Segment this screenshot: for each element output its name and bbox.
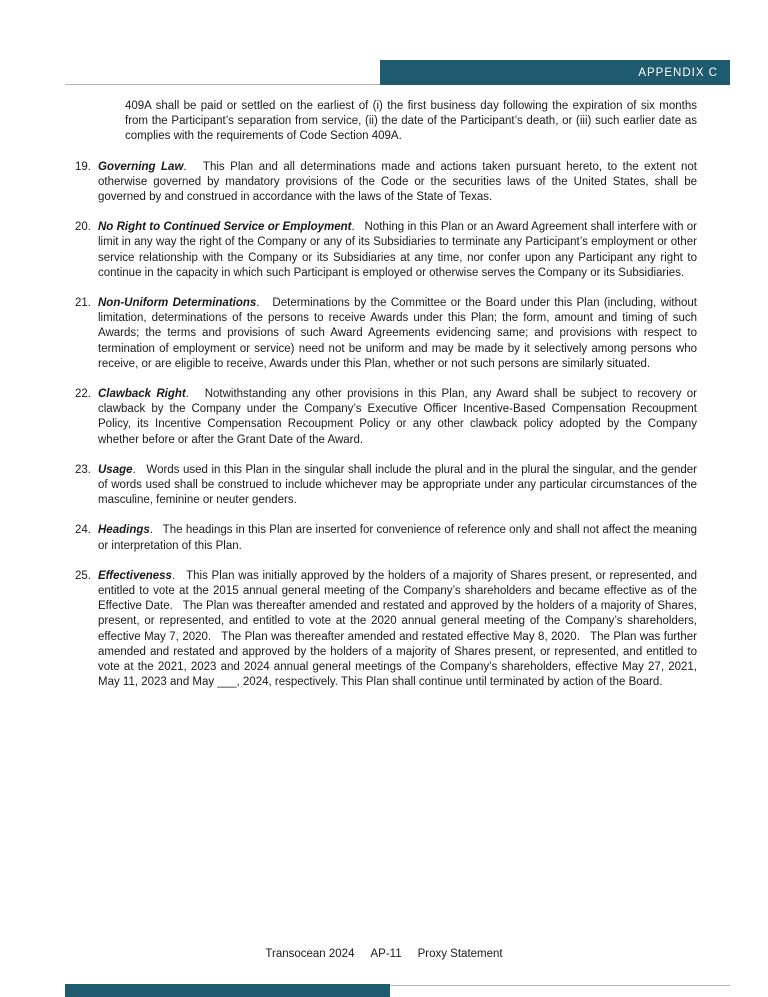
list-item [75, 160, 697, 206]
item-title: Governing Law [98, 160, 184, 173]
list-item [75, 463, 697, 509]
item-title: Effectiveness [98, 569, 172, 582]
item-number: 19. [75, 160, 91, 173]
item-body: . This Plan and all determinations made and actions taken pursuant hereto, to the extent not otherwise governed by mandatory provisions of the Code or the securities laws of the United States, shall be governed by and construed in accordance with the laws of the State of Texas. [98, 160, 697, 204]
appendix-banner [380, 60, 730, 85]
page-footer [0, 948, 768, 960]
item-body: . Nothing in this Plan or an Award Agreement shall interfere with or limit in any way the right of the Company or any of its Subsidiaries to terminate any Participant’s employment or other service relationship with the Company or its Subsidiaries at any time, nor confer upon any Participant any right to continue in the capacity in which such Participant is employed or otherwise serves the Company or its Subsidiaries. [98, 221, 697, 279]
header-rule [65, 84, 380, 85]
appendix-banner-label: APPENDIX C [638, 66, 718, 79]
item-number: 22. [75, 388, 91, 401]
item-text [98, 569, 697, 691]
paragraph-continuation: 409A shall be paid or settled on the earliest of (i) the first business day following the expiration of six months from the Participant’s separation from service, (ii) the date of the Participant’s death, or (iii) such earlier date as complies with the requirements of Code Section 409A. [125, 100, 697, 143]
item-body: . Words used in this Plan in the singular shall include the plural and in the plural the singular, and the gender of words used shall be construed to include whichever may be appropriate under any particular circumstances of the masculine, feminine or neuter genders. [98, 463, 697, 507]
item-body: . Notwithstanding any other provisions in this Plan, any Award shall be subject to recovery or clawback by the Company under the Company’s Executive Officer Incentive-Based Compensation Recoupment Policy, its Incentive Compensation Recoupment Policy or any other clawback policy adopted by the Company whether before or after the Grant Date of the Award. [98, 388, 697, 446]
list-item [75, 387, 697, 448]
bottom-bar [65, 984, 390, 997]
item-text [98, 296, 697, 372]
footer-doc-type: Proxy Statement [417, 948, 503, 960]
bottom-decoration [65, 984, 730, 997]
item-title: Usage [98, 463, 133, 476]
item-text [98, 220, 697, 281]
list-item [75, 523, 697, 553]
bottom-rule [390, 985, 730, 986]
item-title: Non-Uniform Determinations [98, 297, 257, 310]
item-body: . The headings in this Plan are inserted for convenience of reference only and shall not affect the meaning or interpretation of this Plan. [98, 524, 697, 552]
list-item [75, 296, 697, 372]
item-number: 21. [75, 297, 91, 310]
item-text [98, 160, 697, 206]
page-content [75, 99, 697, 691]
list-item [75, 220, 697, 281]
item-body: . This Plan was initially approved by the holders of a majority of Shares present, or represented, and entitled to vote at the 2015 annual general meeting of the Company’s shareholders and became effective as of the Effective Date. The Plan was thereafter amended and restated and approved by the holders of a majority of Shares, present, or represented, and entitled to vote at the 2020 annual general meeting of the Company’s shareholders, effective May 7, 2020. The Plan was thereafter amended and restated effective May 8, 2020. The Plan was further amended and restated and approved by the holders of a majority of Shares present, or represented, and entitled to vote at the 2021, 2023 and 2024 annual general meetings of the Company’s shareholders, effective May 27, 2021, May 11, 2023 and May ___, 2024, respectively. This Plan shall continue until terminated by action of the Board. [98, 569, 697, 689]
item-title: Clawback Right [98, 388, 186, 401]
item-text [98, 523, 697, 553]
footer-page-number: AP-11 [370, 948, 402, 960]
item-number: 20. [75, 221, 91, 234]
item-number: 23. [75, 463, 91, 476]
footer-doc-name: Transocean 2024 [265, 948, 355, 960]
item-title: Headings [98, 524, 150, 537]
item-text [98, 463, 697, 509]
item-title: No Right to Continued Service or Employment [98, 221, 352, 234]
item-body: . Determinations by the Committee or the Board under this Plan (including, without limitation, determinations of the persons to receive Awards under this Plan; the form, amount and timing of such Awards; the terms and provisions of such Award Agreements evidencing same; and provisions with respect to termination of employment or service) need not be uniform and may be made by it selectively among persons who receive, or are eligible to receive, Awards under this Plan, whether or not such persons are similarly situated. [98, 297, 698, 370]
item-number: 24. [75, 524, 91, 537]
item-number: 25. [75, 569, 91, 582]
item-text [98, 387, 697, 448]
list-item [75, 569, 697, 691]
page-header [65, 60, 730, 85]
